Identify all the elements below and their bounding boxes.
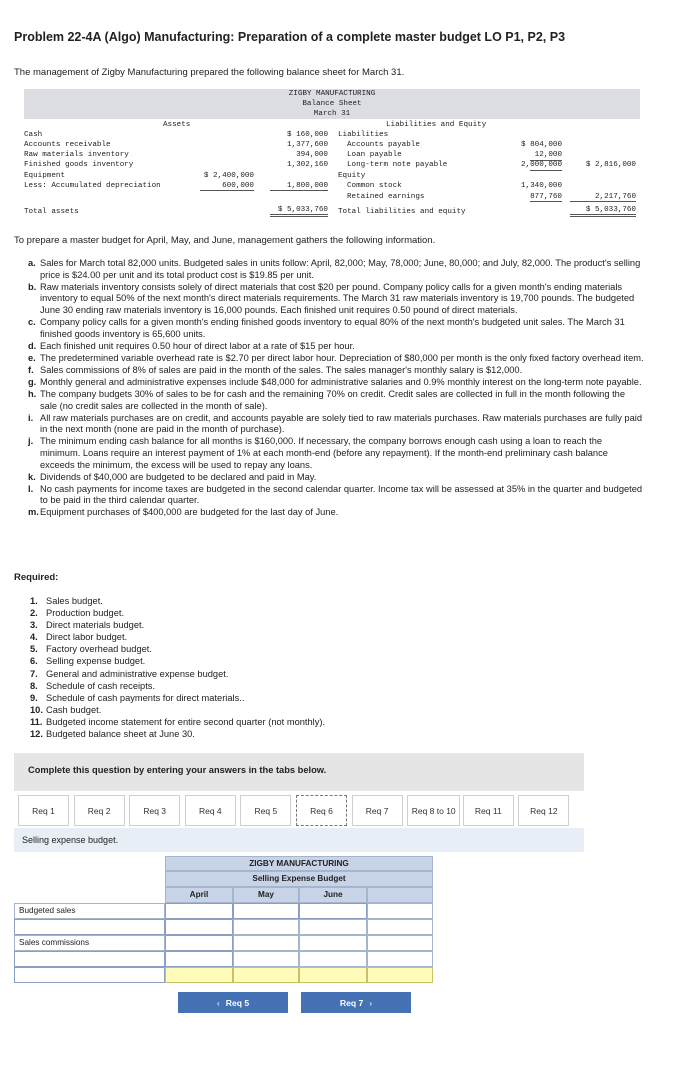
bs-statement: Balance Sheet [302,100,362,108]
row-blank-total-2 [367,951,433,967]
sales-commissions-april-input[interactable] [165,935,233,951]
month-june-header: June [299,887,367,903]
total-june-cell [299,967,367,983]
tab-req-12[interactable]: Req 12 [518,795,569,826]
total-assets-value: $ 5,033,760 [270,206,328,217]
required-item-number: 12. [30,729,43,740]
budgeted-sales-blank [367,903,433,919]
budgeted-sales-may-input[interactable] [233,903,299,919]
info-item-letter: m. [28,507,39,518]
total-liabilities-value: $ 2,816,000 [585,161,636,169]
required-item-number: 7. [30,668,38,679]
info-item-text: Raw materials inventory consists solely of direct materials that cost $20 per pound. Company policy calls for a given month's ending materials inventory to equal 50% of the next month's direct materials requirements. The March 31 raw materials inventory is 19,700 pounds. The budgeted June 30 ending raw materials inventory is 16,000 pounds. Each finished unit requires 0.50 pound of direct materials. [40,281,635,315]
required-item [30,595,325,607]
info-item-letter: g. [28,376,37,387]
required-item [30,668,325,680]
depreciation-value: 600,000 [200,182,254,191]
required-item [30,643,325,655]
info-item-letter: d. [28,340,37,351]
info-item-letter: f. [28,364,34,375]
bs-company: ZIGBY MANUFACTURING [288,90,376,98]
sales-commissions-june-blank [299,935,367,951]
budget-company: ZIGBY MANUFACTURING [165,856,433,871]
info-item-letter: h. [28,389,37,400]
required-item-text: Schedule of cash payments for direct materials.. [46,692,245,703]
prev-req-label: Req 5 [225,997,250,1008]
row-input-label-2[interactable] [14,951,165,967]
required-item-number: 6. [30,656,38,667]
chevron-left-icon: ‹ [216,997,220,1008]
info-item [30,353,644,365]
total-le-value: $ 5,033,760 [570,206,636,217]
info-item [30,258,644,281]
sales-commissions-total-blank [367,935,433,951]
info-item-text: The company budgets 30% of sales to be for cash and the remaining 70% on credit. Credit sales are collected in full in the month following the sale (no credit sales are collected in the month of sale). [40,389,626,411]
equipment-value: $ 2,400,000 [203,172,254,180]
info-item-text: Equipment purchases of $400,000 are budgeted for the last day of June. [40,507,339,518]
required-item [30,655,325,667]
info-item-text: Sales commissions of 8% of sales are paid in the month of the sales. The sales manager's monthly salary is $12,000. [40,364,523,375]
total-may-cell [233,967,299,983]
row-input-april-2[interactable] [165,951,233,967]
info-item-text: No cash payments for income taxes are budgeted in the second calendar quarter. Income tax will be assessed at 35% in the quarter and budgeted to be paid in the third calendar quarter. [40,483,643,506]
equipment-label: Equipment [24,172,66,180]
required-item-number: 1. [30,596,38,606]
required-item-text: Production budget. [46,608,125,619]
ar-label: Accounts receivable [24,141,111,149]
info-item-text: Dividends of $40,000 are budgeted to be declared and paid in May. [40,471,317,482]
fg-label: Finished goods inventory [24,161,134,169]
chevron-right-icon: › [369,997,373,1008]
row-sales-commissions-label: Sales commissions [14,935,165,951]
bs-date: March 31 [313,110,351,118]
required-item [30,607,325,619]
rm-value: 394,000 [296,151,328,159]
info-item-letter: e. [28,352,36,363]
required-item-text: General and administrative expense budget. [46,668,229,679]
depreciation-label: Less: Accumulated depreciation [24,182,161,190]
le-header: Liabilities and Equity [386,121,487,129]
total-assets-label: Total assets [24,208,79,216]
cash-label: Cash [24,131,43,139]
info-item-letter: a. [28,258,36,268]
required-item-text: Schedule of cash receipts. [46,680,156,691]
required-item-text: Budgeted income statement for entire second quarter (not monthly). [46,716,326,727]
budget-title: Selling Expense Budget [165,871,433,887]
row-budgeted-sales-label: Budgeted sales [14,903,165,919]
tab-req-8-to-10[interactable]: Req 8 to 10 [407,795,460,826]
info-item-letter: k. [28,471,36,482]
info-item [30,436,644,471]
ltn-underline [530,170,562,171]
row-input-label-1[interactable] [14,919,165,935]
required-item [30,619,325,631]
tab-req-11[interactable]: Req 11 [463,795,514,826]
info-item-letter: j. [28,436,34,447]
required-item-number: 8. [30,680,38,691]
intro-text: The management of Zigby Manufacturing prepared the following balance sheet for March 31. [14,67,405,78]
tab-description-bar [14,828,584,852]
ap-label: Accounts payable [347,141,420,149]
cs-label: Common stock [347,182,402,190]
required-item-text: Selling expense budget. [46,656,146,667]
cs-value: 1,340,000 [520,182,562,190]
ar-value: 1,377,600 [286,141,328,149]
budgeted-sales-june-input[interactable] [299,903,367,919]
info-item [30,377,644,389]
tab-req-6[interactable]: Req 6 [296,795,347,826]
required-item-number: 10. [30,704,43,715]
required-item-number: 3. [30,620,38,631]
info-item-text: The minimum ending cash balance for all months is $160,000. If necessary, the company borrows enough cash using a loan to reach the minimum. Loans require an interest payment of 1% at each month-end (before any repayment). If the month-end preliminary cash balance exceeds the minimum, the excess will be used to repay any loans. [40,436,608,470]
ltn-value: 2,000,000 [520,161,562,169]
liabilities-label: Liabilities [338,131,389,139]
row-blank-total-1 [367,919,433,935]
required-item-number: 5. [30,644,38,655]
info-item-text: Each finished unit requires 0.50 hour of direct labor at a rate of $15 per hour. [40,340,355,351]
required-item-text: Sales budget. [46,596,103,606]
net-equipment-value: 1,800,000 [270,182,328,191]
total-equity-value: 2,217,760 [570,193,636,202]
required-item-text: Factory overhead budget. [46,644,152,655]
re-value: 877,760 [530,193,562,201]
total-april-cell [165,967,233,983]
tab-req-4[interactable]: Req 4 [185,795,236,826]
required-item-number: 11. [30,716,43,727]
info-item-text: Sales for March total 82,000 units. Budgeted sales in units follow: April, 82,000; May, 78,000; June, 80,000; and July, 82,000. The product's selling price is $24.00 per unit and its total product cost is $19.85 per unit. [40,258,641,280]
required-item-text: Direct labor budget. [46,632,128,643]
total-header [367,887,433,903]
sales-commissions-may-blank [233,935,299,951]
info-item [30,341,644,353]
info-item [30,413,644,436]
required-item [30,704,325,716]
required-item-number: 9. [30,692,38,703]
total-total-cell [367,967,433,983]
cash-value: $ 160,000 [286,131,328,139]
info-item [30,389,644,412]
prep-text: To prepare a master budget for April, May, and June, management gathers the following information. [14,235,436,246]
month-april-header: April [165,887,233,903]
info-item-text: The predetermined variable overhead rate is $2.70 per direct labor hour. Depreciation of $80,000 per month is the only fixed factory overhead item. [40,352,644,363]
required-item [30,728,325,740]
required-item [30,692,325,704]
info-item [30,365,644,377]
info-list [30,258,644,520]
tab-req-5[interactable]: Req 5 [240,795,291,826]
month-may-header: May [233,887,299,903]
total-row-label-input[interactable] [14,967,165,983]
required-list [30,595,325,740]
required-item-text: Budgeted balance sheet at June 30. [46,729,195,740]
info-item-text: Monthly general and administrative expenses include $48,000 for administrative salaries and 0.9% monthly interest on the long-term note payable. [40,376,642,387]
loan-label: Loan payable [347,151,402,159]
row-blank-june-2 [299,951,367,967]
info-item [30,472,644,484]
row-input-april-1[interactable] [165,919,233,935]
required-item-text: Direct materials budget. [46,620,145,631]
fg-value: 1,302,160 [286,161,328,169]
required-item-number: 2. [30,608,38,619]
total-le-label: Total liabilities and equity [338,208,466,216]
required-item [30,680,325,692]
tab-req-1[interactable]: Req 1 [18,795,69,826]
next-req-label: Req 7 [339,997,364,1008]
budgeted-sales-april-input[interactable] [165,903,233,919]
required-item-number: 4. [30,632,38,643]
ltn-label: Long-term note payable [347,161,448,169]
required-item-text: Cash budget. [46,704,102,715]
equity-label: Equity [338,172,366,180]
required-item [30,716,325,728]
re-label: Retained earnings [347,193,425,201]
required-item [30,631,325,643]
balance-sheet-header [24,89,640,119]
info-item-letter: c. [28,316,36,327]
problem-title: Problem 22-4A (Algo) Manufacturing: Preparation of a complete master budget LO P1, P2, P3 [14,30,566,44]
assets-header: Assets [163,121,191,129]
info-item [30,507,644,519]
tab-description: Selling expense budget. [22,835,119,845]
tab-req-2[interactable]: Req 2 [74,795,125,826]
required-heading: Required: [14,572,59,583]
info-item-letter: b. [28,281,37,292]
tab-req-7[interactable]: Req 7 [352,795,403,826]
complete-text: Complete this question by entering your answers in the tabs below. [28,765,327,775]
info-item-letter: l. [28,483,34,494]
info-item [30,282,644,317]
next-req-button[interactable] [301,992,411,1013]
row-blank-may-2 [233,951,299,967]
loan-value: 12,000 [534,151,562,159]
info-item [30,484,644,507]
complete-banner [14,753,584,791]
info-item [30,317,644,340]
prev-req-button[interactable] [178,992,288,1013]
rm-label: Raw materials inventory [24,151,129,159]
row-blank-june-1 [299,919,367,935]
info-item-text: Company policy calls for a given month's ending finished goods inventory to equal 80% of the next month's budgeted unit sales. The March 31 finished goods inventory is 65,600 units. [40,316,625,339]
info-item-letter: i. [28,412,34,423]
info-item-text: All raw materials purchases are on credit, and accounts payable are solely tied to raw materials purchases. Raw materials purchases are fully paid in the next month (none are paid in the month of purchase). [40,412,643,435]
tab-req-3[interactable]: Req 3 [129,795,180,826]
ap-value: $ 804,000 [520,141,562,149]
row-blank-may-1 [233,919,299,935]
